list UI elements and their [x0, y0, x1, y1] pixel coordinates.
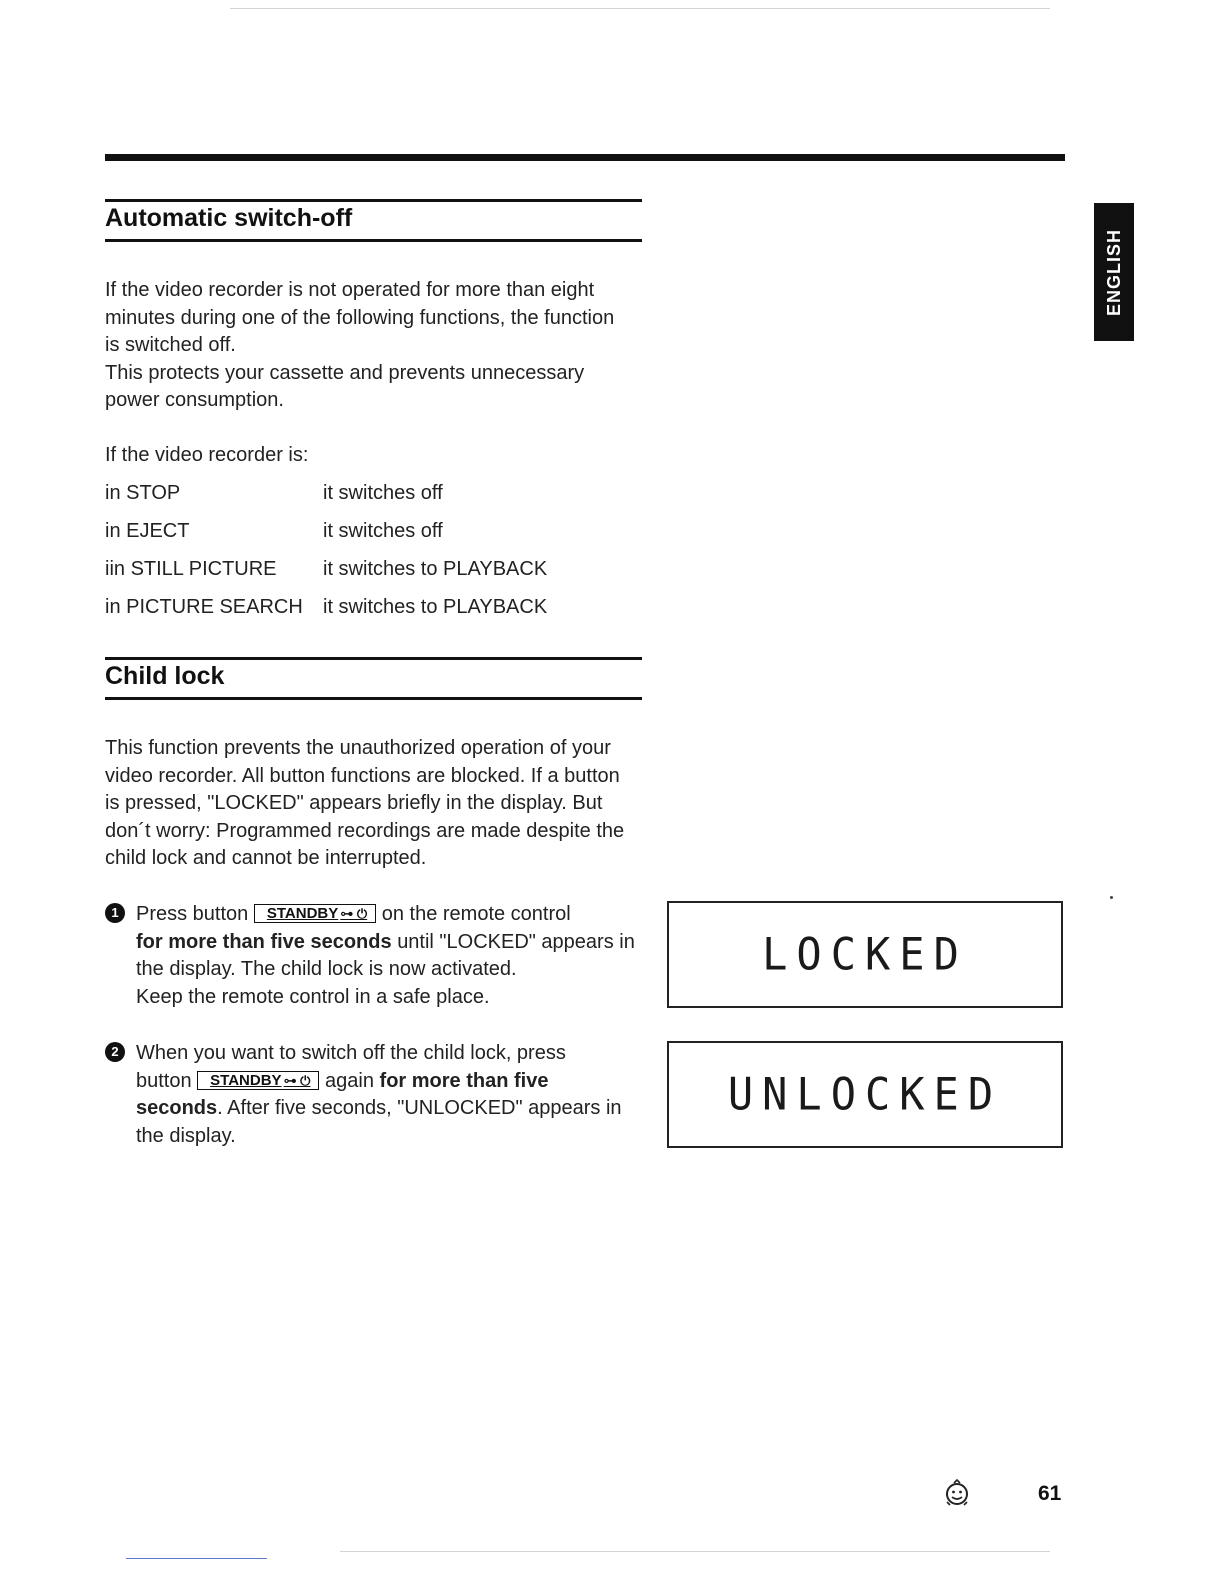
step-text: again	[325, 1069, 374, 1092]
step-bold-text: seconds	[136, 1097, 218, 1119]
step-text: . After five seconds, "UNLOCKED" appears in	[217, 1097, 622, 1119]
step-text: until "LOCKED" appears in	[397, 930, 635, 953]
paragraph-line: don´t worry: Programmed recordings are made despite the	[105, 819, 625, 842]
table-row-state: in PICTURE SEARCH	[105, 596, 303, 618]
standby-button-ref	[254, 904, 376, 923]
key-power-icon: ⊶ ⏻	[283, 1072, 311, 1088]
step-text: Press button	[136, 903, 249, 925]
page-number: 61	[1038, 1482, 1062, 1505]
table-row-state: in EJECT	[105, 520, 190, 542]
section-auto-top-rule	[105, 199, 642, 202]
step-line: the display. The child lock is now activated.	[136, 958, 517, 980]
bottom-underline	[126, 1558, 267, 1559]
step-line	[136, 929, 656, 957]
paragraph-line: child lock and cannot be interrupted.	[105, 847, 427, 869]
paragraph-line: minutes during one of the following functions, the function	[105, 306, 615, 329]
step-text: button	[136, 1069, 192, 1092]
page-top-rule	[105, 154, 1065, 161]
table-intro: If the video recorder is:	[105, 444, 309, 466]
standby-label: STANDBY	[210, 1071, 282, 1089]
paragraph-line: power consumption.	[105, 389, 284, 411]
step-line	[136, 1095, 656, 1123]
step-line: When you want to switch off the child lock, press	[136, 1042, 566, 1064]
table-row-result: it switches to PLAYBACK	[323, 558, 548, 580]
section-child-paragraph	[105, 735, 665, 873]
step-2-text	[136, 1040, 656, 1150]
standby-button-ref	[197, 1071, 319, 1090]
scan-artifact-top	[230, 8, 1050, 9]
language-tab	[1094, 203, 1134, 341]
step-bold-text: for more than five seconds	[136, 930, 392, 953]
paragraph-line: If the video recorder is not operated for more than eight	[105, 279, 595, 301]
step-text: on the remote control	[381, 903, 571, 925]
display-unlocked-text: UNLOCKED	[727, 1068, 1003, 1121]
scan-artifact-bottom	[340, 1551, 1050, 1552]
step-bold-text: for more than five	[379, 1069, 549, 1092]
table-row-result: it switches to PLAYBACK	[323, 596, 548, 618]
section-child-top-rule	[105, 657, 642, 660]
paragraph-line: This protects your cassette and prevents unnecessary	[105, 361, 585, 384]
section-auto-paragraph	[105, 277, 665, 415]
display-locked-box	[667, 901, 1063, 1008]
step-line: Keep the remote control in a safe place.	[136, 985, 490, 1008]
standby-label: STANDBY	[266, 905, 339, 922]
paragraph-line: is pressed, "LOCKED" appears briefly in the display. But	[105, 792, 603, 814]
section-child-title: Child lock	[105, 662, 225, 690]
display-locked-text: LOCKED	[762, 928, 968, 981]
step-line	[136, 901, 656, 929]
table-row-result: it switches off	[323, 520, 443, 542]
section-auto-title: Automatic switch-off	[105, 204, 353, 232]
paragraph-line: video recorder. All button functions are blocked. If a button	[105, 764, 620, 787]
step-1-number: 1	[105, 903, 125, 923]
paragraph-line: is switched off.	[105, 334, 236, 356]
table-row-state: in STOP	[105, 482, 181, 504]
section-child-bottom-rule	[105, 697, 642, 700]
step-line: the display.	[136, 1124, 236, 1147]
step-2-number: 2	[105, 1042, 125, 1062]
table-row-state: iin STILL PICTURE	[105, 558, 277, 580]
recycle-face-icon	[942, 1478, 972, 1508]
table-row-result: it switches off	[323, 482, 443, 504]
section-auto-bottom-rule	[105, 239, 642, 242]
step-line	[136, 1068, 656, 1096]
display-unlocked-box	[667, 1041, 1063, 1148]
key-power-icon: ⊶ ⏻	[340, 906, 368, 921]
paragraph-line: This function prevents the unauthorized operation of your	[105, 737, 611, 759]
stray-mark	[1110, 896, 1113, 899]
step-1-text	[136, 901, 656, 1011]
language-tab-label: ENGLISH	[1103, 228, 1124, 316]
